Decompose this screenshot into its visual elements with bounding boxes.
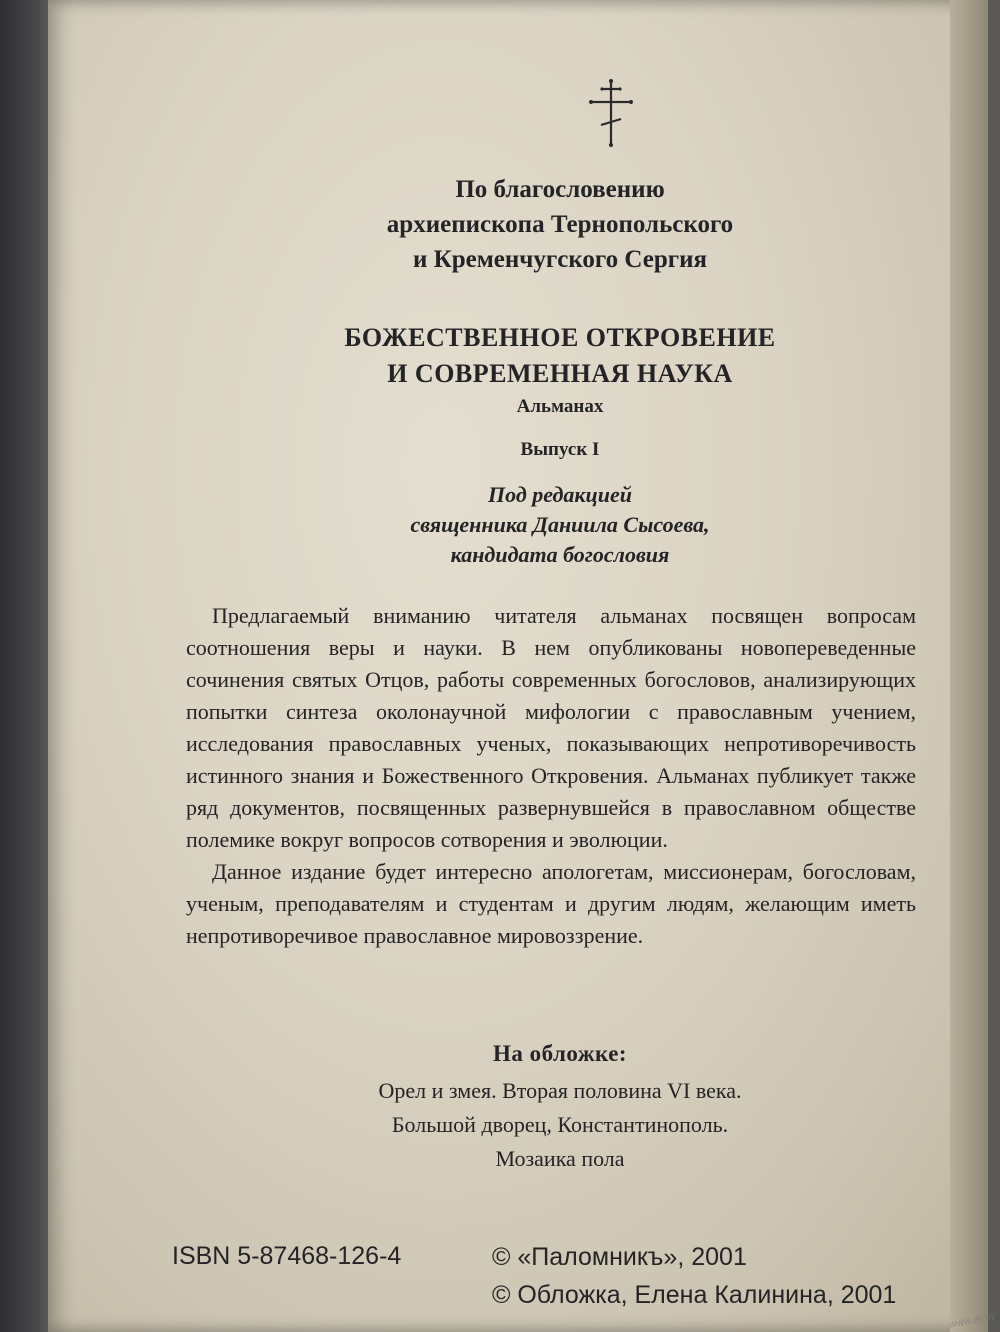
watermark: www.ay.by: [948, 1310, 997, 1331]
book-subtitle: Альманах: [516, 396, 604, 417]
next-page-edge: [950, 0, 988, 1332]
blessing-text: [250, 172, 870, 277]
book-title: [250, 320, 870, 392]
copyright-block: [492, 1238, 896, 1314]
isbn: ISBN 5-87468-126-4: [172, 1242, 402, 1270]
copyright-line: © «Паломникъ», 2001: [492, 1243, 747, 1271]
blessing-line: По благословению: [455, 176, 665, 203]
annotation-text: [186, 600, 916, 952]
title-line: И СОВРЕМЕННАЯ НАУКА: [387, 359, 733, 388]
editor-credit: [250, 480, 870, 570]
title-line: БОЖЕСТВЕННОЕ ОТКРОВЕНИЕ: [344, 323, 776, 352]
blessing-line: и Кременчугского Сергия: [412, 246, 708, 273]
cover-line: Большой дворец, Константинополь.: [391, 1112, 729, 1137]
editor-line: священника Даниила Сысоева,: [410, 512, 710, 537]
issue-number: Выпуск I: [520, 439, 600, 460]
cover-heading: На обложке:: [492, 1041, 628, 1066]
orthodox-cross-icon: [581, 78, 641, 148]
cover-line: Орел и змея. Вторая половина VI века.: [378, 1078, 742, 1103]
editor-line: Под редакцией: [488, 482, 632, 507]
editor-line: кандидата богословия: [450, 542, 670, 567]
blessing-line: архиепископа Тернопольского: [386, 211, 734, 238]
cover-line: Мозаика пола: [495, 1146, 625, 1171]
copyright-line: © Обложка, Елена Калинина, 2001: [492, 1281, 897, 1309]
cover-description: [250, 1074, 870, 1176]
annotation-paragraph: Предлагаемый вниманию читателя альманах посвящен вопросам соотношения веры и науки. В нем опубликованы новопереведенные сочинения святых Отцов, работы современных богословов, анализирующих попытки синтеза околонаучной мифологии с православным учением, исследования православных ученых, показывающих непротиворечивость истинного знания и Божественного Откровения. Альманах публикует также ряд документов, посвященных развернувшейся в православном обществе полемике вокруг вопросов сотворения и эволюции.: [186, 603, 916, 852]
annotation-paragraph: Данное издание будет интересно апологетам, миссионерам, богословам, ученым, преподавателям и студентам и другим людям, желающим иметь непротиворечивое православное мировоззрение.: [186, 859, 916, 948]
